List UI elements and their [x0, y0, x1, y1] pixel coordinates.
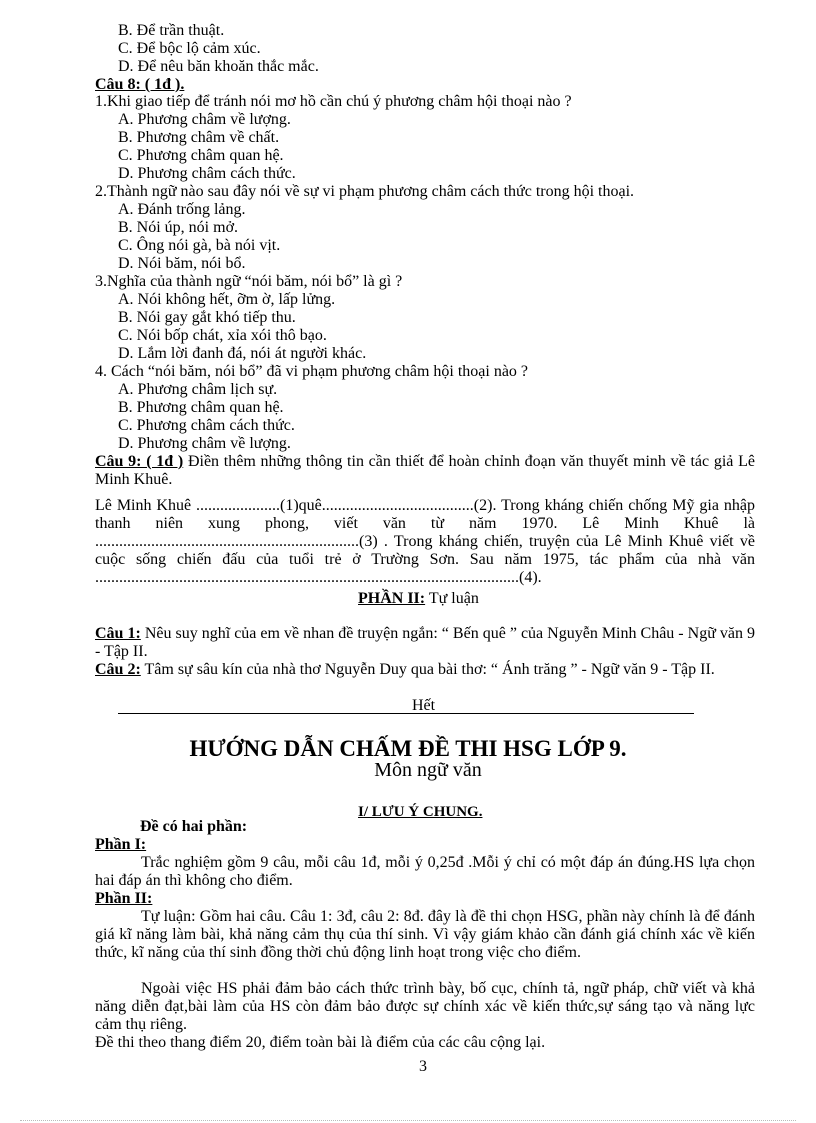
page-number: 3	[419, 1058, 427, 1075]
q8-2-option-b: B. Nói úp, nói mở.	[118, 219, 239, 236]
guide-title: HƯỚNG DẪN CHẤM ĐỀ THI HSG LỚP 9.	[189, 736, 627, 761]
q7-option-d: D. Để nêu băn khoăn thắc mắc.	[118, 58, 319, 75]
q8-4-question: 4. Cách “nói băm, nói bổ” đã vi phạm phương châm hội thoại nào ?	[95, 363, 529, 380]
q8-2-option-d: D. Nói băm, nói bổ.	[118, 255, 246, 272]
essay-q2-label: Câu 2:	[95, 661, 141, 678]
part1-label: Phần I:	[95, 836, 147, 853]
q8-1-option-d: D. Phương châm cách thức.	[118, 165, 296, 182]
q8-heading: Câu 8: ( 1đ ).	[95, 76, 185, 93]
part1-text: Trắc nghiệm gồm 9 câu, mỗi câu 1đ, mỗi ý 0,25đ .Mỗi ý chỉ có một đáp án đúng.HS lựa chọn hai đáp án thì không cho điểm.	[95, 854, 755, 889]
q8-4-option-d: D. Phương châm về lượng.	[118, 435, 291, 452]
q8-2-option-a: A. Đánh trống lảng.	[118, 201, 246, 218]
q8-1-option-c: C. Phương châm quan hệ.	[118, 147, 284, 164]
q8-3-question: 3.Nghĩa của thành ngữ “nói băm, nói bổ” là gì ?	[95, 273, 403, 290]
q9-heading: Câu 9: ( 1đ )	[95, 453, 184, 470]
part3-text-guide: Ngoài việc HS phải đảm bảo cách thức trình bày, bố cục, chính tả, ngữ pháp, chữ viết và khả năng diễn đạt,bài làm của HS còn đảm bảo được sự chính xác về kiến thức,sự sáng tạo và năng lực cảm thụ riêng.	[95, 980, 755, 1033]
part2-heading	[358, 590, 479, 608]
part2-label: PHẦN II:	[358, 590, 426, 607]
q8-3-option-d: D. Lắm lời đanh đá, nói át người khác.	[118, 345, 367, 362]
guide-intro: Đề có hai phần:	[140, 818, 248, 835]
q8-4-option-c: C. Phương châm cách thức.	[118, 417, 295, 434]
q9-prompt: Điền thêm những thông tin cần thiết để hoàn chỉnh đoạn văn thuyết minh về tác giả Lê Minh Khuê.	[95, 453, 755, 488]
q8-4-option-b: B. Phương châm quan hệ.	[118, 399, 284, 416]
guide-subtitle: Môn ngữ văn	[374, 759, 482, 781]
q8-1-option-b: B. Phương châm về chất.	[118, 129, 280, 146]
q8-3-option-a: A. Nói không hết, ỡm ờ, lấp lửng.	[118, 291, 336, 308]
part2-title: Tự luận	[425, 590, 479, 607]
end-marker: Hết	[412, 697, 436, 714]
scoring-note: Đề thi theo thang điểm 20, điểm toàn bài là điểm của các câu cộng lại.	[95, 1034, 546, 1051]
guide-section-heading: I/ LƯU Ý CHUNG.	[358, 804, 483, 820]
essay-q2-text: Tâm sự sâu kín của nhà thơ Nguyễn Duy qua bài thơ: “ Ánh trăng ” - Ngữ văn 9 - Tập II.	[140, 661, 715, 678]
q8-1-question: 1.Khi giao tiếp để tránh nói mơ hồ cần chú ý phương châm hội thoại nào ?	[95, 93, 572, 110]
essay-q1-text: Nêu suy nghĩ của em về nhan đề truyện ngắn: “ Bến quê ” của Nguyễn Minh Châu - Ngữ văn 9 - Tập II.	[95, 625, 756, 660]
q8-4-option-a: A. Phương châm lịch sự.	[118, 381, 278, 398]
q7-option-b: B. Để trần thuật.	[118, 22, 225, 39]
essay-q1	[95, 625, 755, 661]
q8-2-question: 2.Thành ngữ nào sau đây nói về sự vi phạm phương châm cách thức trong hội thoại.	[95, 183, 635, 200]
part2-label-guide: Phần II:	[95, 890, 153, 907]
page-bottom-border	[20, 1120, 796, 1121]
q8-2-option-c: C. Ông nói gà, bà nói vịt.	[118, 237, 281, 254]
q9-paragraph: Lê Minh Khuê .....................(1)quê......................................(2). Trong kháng chiến chống Mỹ gia nhập thanh niên xung phong, viết văn từ năm 1970. Lê Minh Khuê là ..................................................................(3) . Trong kháng chiến, truyện của Lê Minh Khuê viết về cuộc sống chiến đấu của tuổi trẻ ở Trường Sơn. Sau năm 1975, tác phẩm của nhà văn ..........................................................................................................(4).	[95, 497, 755, 586]
essay-q2	[95, 661, 755, 679]
part2-text-guide: Tự luận: Gồm hai câu. Câu 1: 3đ, câu 2: 8đ. đây là đề thi chọn HSG, phần này chính là để đánh giá kĩ năng làm bài, khả năng cảm thụ của thí sinh. Vì vậy giám khảo cần đánh giá chính xác về kiến thức, kĩ năng của thí sinh đồng thời chủ động linh hoạt trong việc cho điểm.	[95, 908, 755, 961]
essay-q1-label: Câu 1:	[95, 625, 141, 642]
q8-3-option-c: C. Nói bốp chát, xỉa xói thô bạo.	[118, 327, 327, 344]
q7-option-c: C. Để bộc lộ cảm xúc.	[118, 40, 261, 57]
end-divider	[118, 713, 694, 714]
q8-1-option-a: A. Phương châm về lượng.	[118, 111, 291, 128]
q9-block	[95, 453, 755, 489]
q8-3-option-b: B. Nói gay gắt khó tiếp thu.	[118, 309, 296, 326]
